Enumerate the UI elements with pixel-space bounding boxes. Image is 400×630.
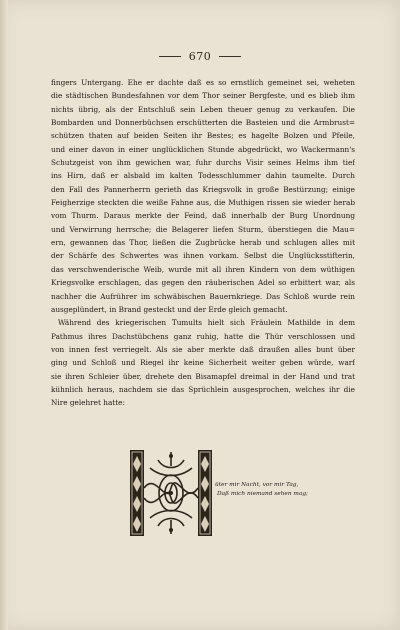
text-line: Kriegsvolke erschlagen, das gegen den räuberischen Adel so erbittert war, als — [51, 278, 355, 288]
text-line: sie ihren Schleier über, drehete den Bisamapfel dreimal in der Hand und trat — [51, 371, 355, 381]
text-line: von innen fest verriegelt. Als sie aber merkte daß draußen alles bunt über — [51, 344, 355, 354]
page-binding-edge — [0, 0, 8, 630]
verse-lines — [215, 481, 308, 499]
verse-line: Daß mich niemand sehen mag; — [217, 491, 309, 497]
text-line: das verschwenderische Weib, wurde mit all ihren Kindern von dem wüthigen — [51, 264, 355, 274]
text-line: Pathmus ihres Dachstübchens ganz ruhig, hatte die Thür verschlossen und — [51, 331, 355, 341]
text-line: ausgeplündert, in Brand gesteckt und der Erde gleich gemacht. — [51, 304, 288, 314]
body-text — [51, 76, 355, 410]
paragraph-1 — [51, 76, 355, 316]
text-line: Während des kriegerischen Tumults hielt sich Fräulein Mathilde in dem — [58, 318, 355, 328]
text-line: den Fall des Pannerherrn gerieth das Kriegsvolk in große Bestürzung; einige — [51, 184, 355, 194]
text-line: ins Hirn, daß er alsbald im kalten Todesschlummer dahin taumelte. Durch — [51, 171, 355, 181]
text-line: Bombarden und Donnerbüchsen erschütterten die Basteien und die Armbrust= — [51, 118, 355, 128]
text-line: Nire gelehret hatte: — [51, 398, 125, 408]
page-header — [0, 50, 400, 63]
text-line: Schutzgeist von ihm gewichen war, fuhr durchs Visir seines Helms ihm tief — [51, 158, 355, 168]
text-line: vom Thurm. Daraus merkte der Feind, daß innerhalb der Burg Unordnung — [51, 211, 355, 221]
text-line: nichts übrig, als der Entschluß sein Leben theuer genug zu verkaufen. Die — [51, 104, 355, 114]
text-line: fingers Untergang. Ehe er dachte daß es so ernstlich gemeinet sei, weheten — [51, 78, 355, 87]
text-line: kühnlich heraus, nachdem sie das Sprüchlein ausgesprochen, welches ihr die — [51, 384, 355, 394]
text-line: und Verwirrung herrsche; die Belagerer liefen Sturm, überstiegen die Mau= — [51, 224, 355, 234]
page-number: 670 — [188, 50, 212, 63]
text-line: ging und Schloß und Riegel ihr keine Sicherheit weiter geben würde, warf — [51, 358, 355, 368]
text-line: und einer davon in einer unglücklichen Stunde abgedrückt, wo Wackermann's — [51, 144, 355, 154]
text-line: ern, gewannen das Thor, ließen die Zugbrücke herab und schlugen alles mit — [51, 238, 355, 248]
text-line: schützen thaten auf beiden Seiten ihr Bestes; es hagelte Bolzen und Pfeile, — [51, 131, 355, 141]
ornamental-initial-h-icon — [128, 448, 220, 538]
text-line: der Schärfe des Schwertes was ihnen vorkam. Selbst die Unglücksstifterin, — [51, 251, 355, 261]
verse-line: üter mir Nacht, vor mir Tag, — [215, 482, 299, 488]
header-rule-right — [219, 56, 241, 57]
header-rule-left — [159, 56, 181, 57]
text-line: nachher die Aufrührer im schwäbischen Bauernkriege. Das Schloß wurde rein — [51, 291, 355, 301]
text-line: die städtischen Bundesfahnen vor dem Thor seiner Bergfeste, und es blieb ihm — [51, 91, 355, 101]
text-line: Feigherzige steckten die weiße Fahne aus, die Muthigen rissen sie wieder herab — [51, 198, 355, 208]
paragraph-2 — [51, 316, 355, 409]
